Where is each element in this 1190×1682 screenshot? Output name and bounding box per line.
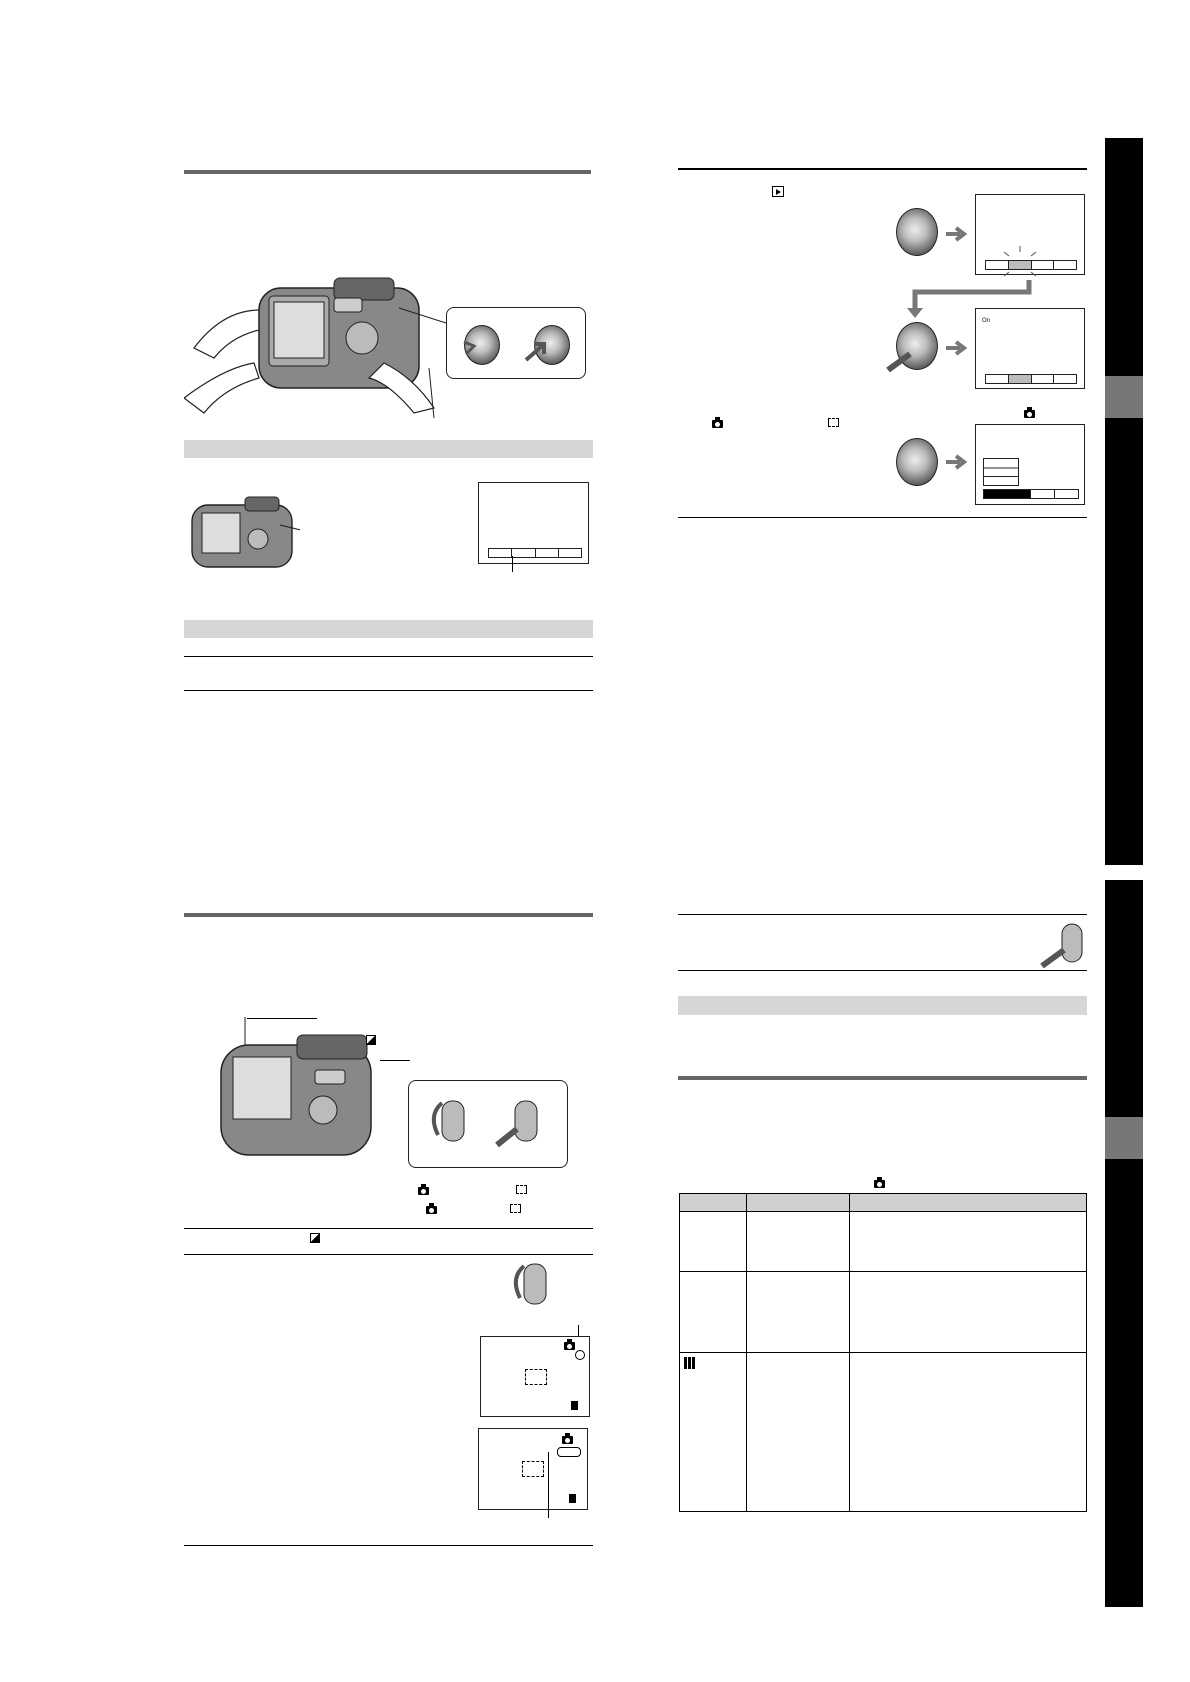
arrow-right-icon-3 — [946, 454, 968, 470]
arrow-right-icon-1 — [946, 226, 968, 242]
section-heading-rule-top — [184, 170, 591, 174]
camera-icon-step3-right — [1024, 410, 1035, 418]
screen-camera-icon — [564, 1342, 575, 1350]
submenu-list — [983, 458, 1019, 486]
jog-dial-press-icon — [495, 1095, 545, 1149]
movie-icon — [516, 1185, 527, 1194]
step-rule-mid — [184, 1254, 593, 1255]
ev-icon — [366, 1035, 376, 1045]
jog-dial-press-icon-note — [1040, 920, 1090, 970]
ev-leader-h — [247, 1018, 317, 1019]
camera-icon-step3 — [712, 420, 723, 428]
right-section-heading-rule — [678, 1076, 1087, 1080]
af-frame-2 — [522, 1461, 544, 1477]
jog-dial-rotate-icon-step — [510, 1258, 554, 1312]
press-arrow-icon-2 — [886, 346, 916, 372]
screen-camera-icon-2 — [562, 1436, 573, 1444]
section-heading-rule-middle — [184, 913, 593, 917]
ev-bar-leader — [548, 1452, 549, 1518]
side-tab-lower — [1105, 880, 1143, 1607]
table-row — [680, 1212, 1087, 1272]
still-camera-icon — [418, 1187, 429, 1195]
table-row — [680, 1353, 1087, 1512]
table-header-cell-2 — [747, 1194, 850, 1212]
press-arrow-icon — [524, 340, 548, 362]
menu-bar-leader — [512, 556, 513, 572]
subheading-band-1 — [184, 440, 593, 458]
table-header-cell-1 — [680, 1194, 747, 1212]
control-dial-rotate-icon-1 — [896, 208, 938, 256]
menu-bar-play-2 — [985, 374, 1077, 384]
side-tab-upper — [1105, 138, 1143, 865]
play-icon — [772, 186, 784, 197]
note-rule-top — [678, 914, 1087, 915]
battery-icon — [571, 1401, 578, 1410]
table-header-camera-icon — [874, 1180, 885, 1188]
rotate-arrow-icon — [462, 338, 482, 358]
screen-ev-bar — [557, 1447, 581, 1457]
subheading-band-2 — [184, 620, 593, 638]
battery-icon-2 — [569, 1494, 576, 1503]
arrow-right-icon-2 — [946, 340, 968, 356]
camera-ev-illustration — [215, 1015, 385, 1170]
table-rule-top — [184, 656, 593, 657]
step-rule-top — [184, 1228, 593, 1229]
right-section-rule-top — [678, 168, 1087, 170]
screen-on-text: On — [982, 318, 991, 324]
film-icon-step3 — [828, 418, 839, 427]
table-header-row — [680, 1194, 1087, 1212]
menu-bar — [488, 548, 582, 558]
movie-icon-2 — [510, 1204, 521, 1213]
section-rule-bottom — [184, 1545, 593, 1546]
side-tab-upper-marker — [1105, 376, 1143, 418]
settings-table — [679, 1193, 1087, 1512]
camera-small-illustration — [190, 495, 300, 575]
table-row — [680, 1272, 1087, 1353]
highlight-sparkle-icon — [1000, 246, 1040, 280]
af-frame — [525, 1369, 547, 1385]
note-rule-bottom — [678, 970, 1087, 971]
right-section-rule-mid — [678, 517, 1087, 518]
menu-bar-play-3 — [983, 489, 1079, 499]
grid-icon — [684, 1357, 696, 1369]
jog-dial-rotate-icon — [428, 1095, 472, 1149]
control-dial-rotate-icon-3 — [896, 438, 938, 486]
side-tab-lower-marker — [1105, 1117, 1143, 1159]
dial-leader — [380, 1060, 410, 1061]
still-camera-icon-2 — [426, 1206, 437, 1214]
table-header-cell-3 — [850, 1194, 1087, 1212]
subheading-band-right — [678, 996, 1087, 1015]
ev-icon-step — [310, 1233, 320, 1243]
table-rule-bottom — [184, 690, 593, 691]
screen-ev-value — [575, 1350, 585, 1360]
